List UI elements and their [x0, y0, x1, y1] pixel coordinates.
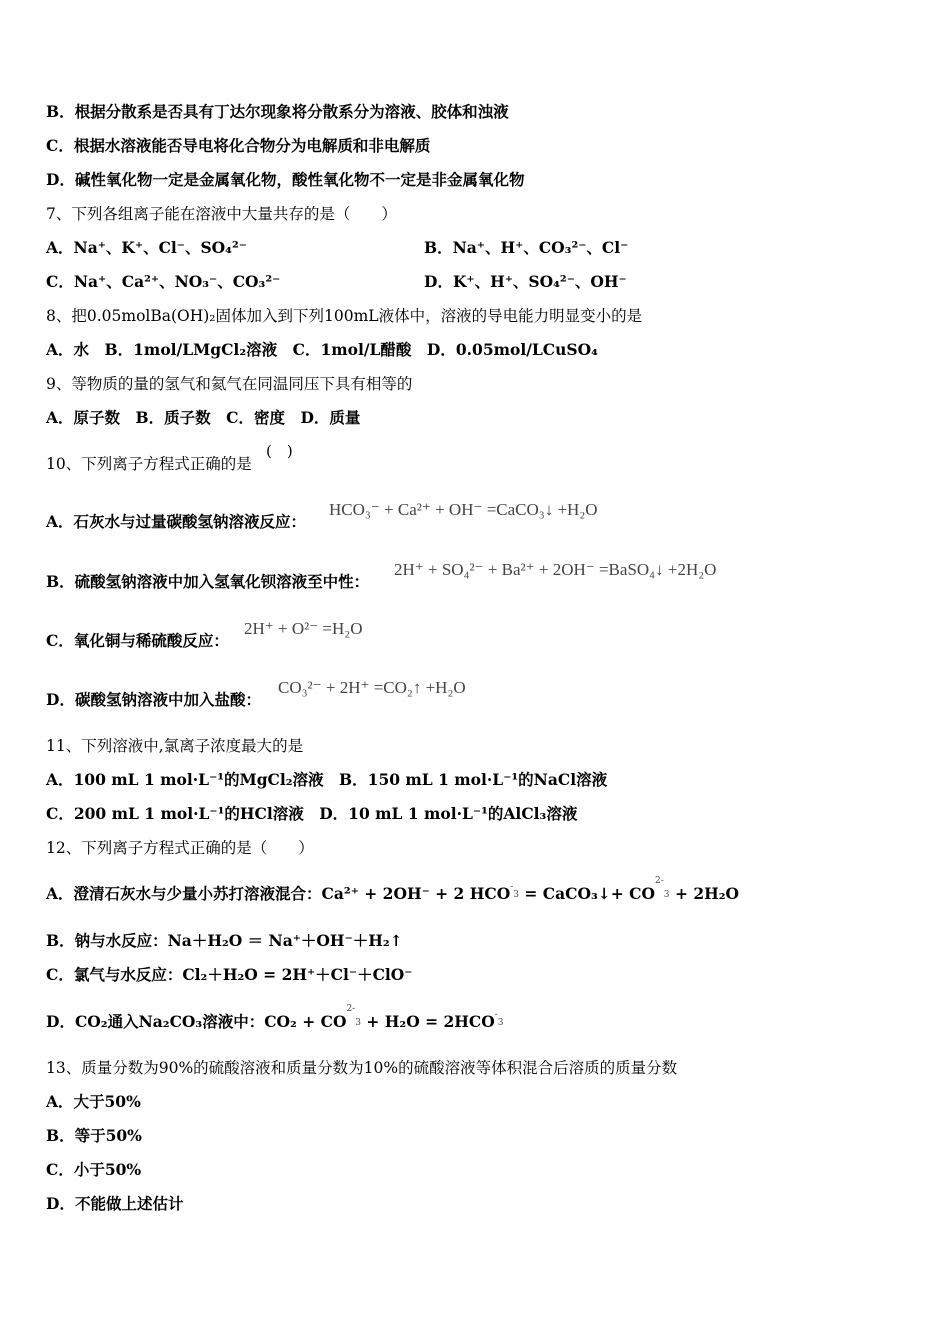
q9-options: A．原子数 B．质子数 C．密度 D．质量 — [46, 408, 361, 427]
q11-options-ab: A．100 mL 1 mol·L⁻¹的MgCl₂溶液 B．150 mL 1 mol·L⁻¹的NaCl溶液 — [46, 770, 608, 789]
q7-option-b: B．Na⁺、H⁺、CO₃²⁻、Cl⁻ — [424, 238, 629, 257]
q7-option-c: C．Na⁺、Ca²⁺、NO₃⁻、CO₃²⁻ — [46, 272, 281, 291]
q13-option-d: D．不能做上述估计 — [46, 1194, 184, 1213]
q12-d-hco3-mark — [494, 1010, 504, 1028]
q12-a-part2: = CaCO₃↓+ CO — [524, 884, 656, 903]
question-7: 7、下列各组离子能在溶液中大量共存的是（ ） — [46, 205, 397, 223]
q10-option-b: B．硫酸氢钠溶液中加入氢氧化钡溶液至中性： — [46, 572, 370, 591]
q7-option-d: D．K⁺、H⁺、SO₄²⁻、OH⁻ — [424, 272, 627, 291]
q10-option-d: D．碳酸氢钠溶液中加入盐酸： — [46, 690, 261, 709]
q12-option-b: B．钠与水反应：Na＋H₂O ＝ Na⁺＋OH⁻＋H₂↑ — [46, 931, 403, 950]
q13-option-a: A．大于50% — [46, 1092, 141, 1111]
q12-a-co3-charge: 2- — [655, 876, 664, 886]
question-11: 11、下列溶液中,氯离子浓度最大的是 — [46, 737, 304, 755]
question-7-row1 — [46, 237, 906, 259]
question-8: 8、把0.05molBa(OH)₂固体加入到下列100mL液体中，溶液的导电能力明显变小的是 — [46, 307, 643, 325]
question-13: 13、质量分数为90%的硫酸溶液和质量分数为10%的硫酸溶液等体积混合后溶质的质量分数 — [46, 1059, 678, 1077]
q12-a-part3: + 2H₂O — [674, 884, 740, 903]
q10-answer-paren: ( ) — [266, 442, 293, 460]
q12-a-co3-subscript: 3 — [663, 890, 670, 900]
question-12: 12、下列离子方程式正确的是（ ） — [46, 839, 314, 857]
q10-option-c: C．氧化铜与稀硫酸反应： — [46, 631, 229, 650]
q10-formula-d: CO₃²⁻ + 2H⁺ =CO₂↑ +H₂O — [278, 678, 466, 697]
q10-option-a: A．石灰水与过量碳酸氢钠溶液反应： — [46, 512, 307, 531]
option-d-oxides: D．碱性氧化物一定是金属氧化物，酸性氧化物不一定是非金属氧化物 — [46, 170, 525, 189]
question-10 — [46, 453, 252, 475]
q10-formula-b: 2H⁺ + SO₄²⁻ + Ba²⁺ + 2OH⁻ =BaSO₄↓ +2H₂O — [394, 560, 717, 579]
q12-option-d — [46, 1004, 504, 1036]
q10-formula-c: 2H⁺ + O²⁻ =H₂O — [244, 619, 363, 638]
q12-option-c: C．氯气与水反应：Cl₂＋H₂O = 2H⁺＋Cl⁻＋ClO⁻ — [46, 965, 413, 984]
q12-a-hco3-subscript: 3 — [513, 890, 519, 900]
q12-d-hco3-subscript: 3 — [497, 1018, 504, 1028]
q12-d-part1: D．CO₂通入Na₂CO₃溶液中：CO₂ + CO — [46, 1012, 347, 1031]
q13-option-b: B．等于50% — [46, 1126, 142, 1145]
question-9: 9、等物质的量的氢气和氦气在同温同压下具有相等的 — [46, 375, 413, 393]
q12-option-a — [46, 876, 740, 908]
q12-a-hco3-mark — [510, 882, 519, 900]
q13-option-c: C．小于50% — [46, 1160, 142, 1179]
question-7-row2 — [46, 271, 906, 293]
q12-a-co3-mark — [655, 876, 670, 900]
q12-a-part1: A．澄清石灰水与少量小苏打溶液混合：Ca²⁺ + 2OH⁻ + 2 HCO — [46, 884, 511, 903]
q10-formula-a: HCO₃⁻ + Ca²⁺ + OH⁻ =CaCO₃↓ +H₂O — [329, 500, 598, 519]
q12-d-part2: + H₂O = 2HCO — [366, 1012, 495, 1031]
q12-d-hco3-charge: - — [494, 1010, 498, 1020]
q12-a-hco3-charge: - — [510, 882, 514, 892]
option-b-dispersion: B．根据分散系是否具有丁达尔现象将分散系分为溶液、胶体和浊液 — [46, 102, 509, 121]
q10-stem: 10、下列离子方程式正确的是 — [46, 455, 252, 473]
q8-options: A．水 B．1mol/LMgCl₂溶液 C．1mol/L醋酸 D．0.05mol/LCuSO₄ — [46, 340, 598, 359]
q12-d-co3-subscript: 3 — [355, 1018, 361, 1028]
q11-options-cd: C．200 mL 1 mol·L⁻¹的HCl溶液 D．10 mL 1 mol·L⁻¹的AlCl₃溶液 — [46, 804, 578, 823]
q12-d-co3-mark — [346, 1004, 361, 1028]
option-c-electrolyte: C．根据水溶液能否导电将化合物分为电解质和非电解质 — [46, 136, 431, 155]
q7-option-a: A．Na⁺、K⁺、Cl⁻、SO₄²⁻ — [46, 238, 247, 257]
q12-d-co3-charge: 2- — [346, 1004, 356, 1014]
